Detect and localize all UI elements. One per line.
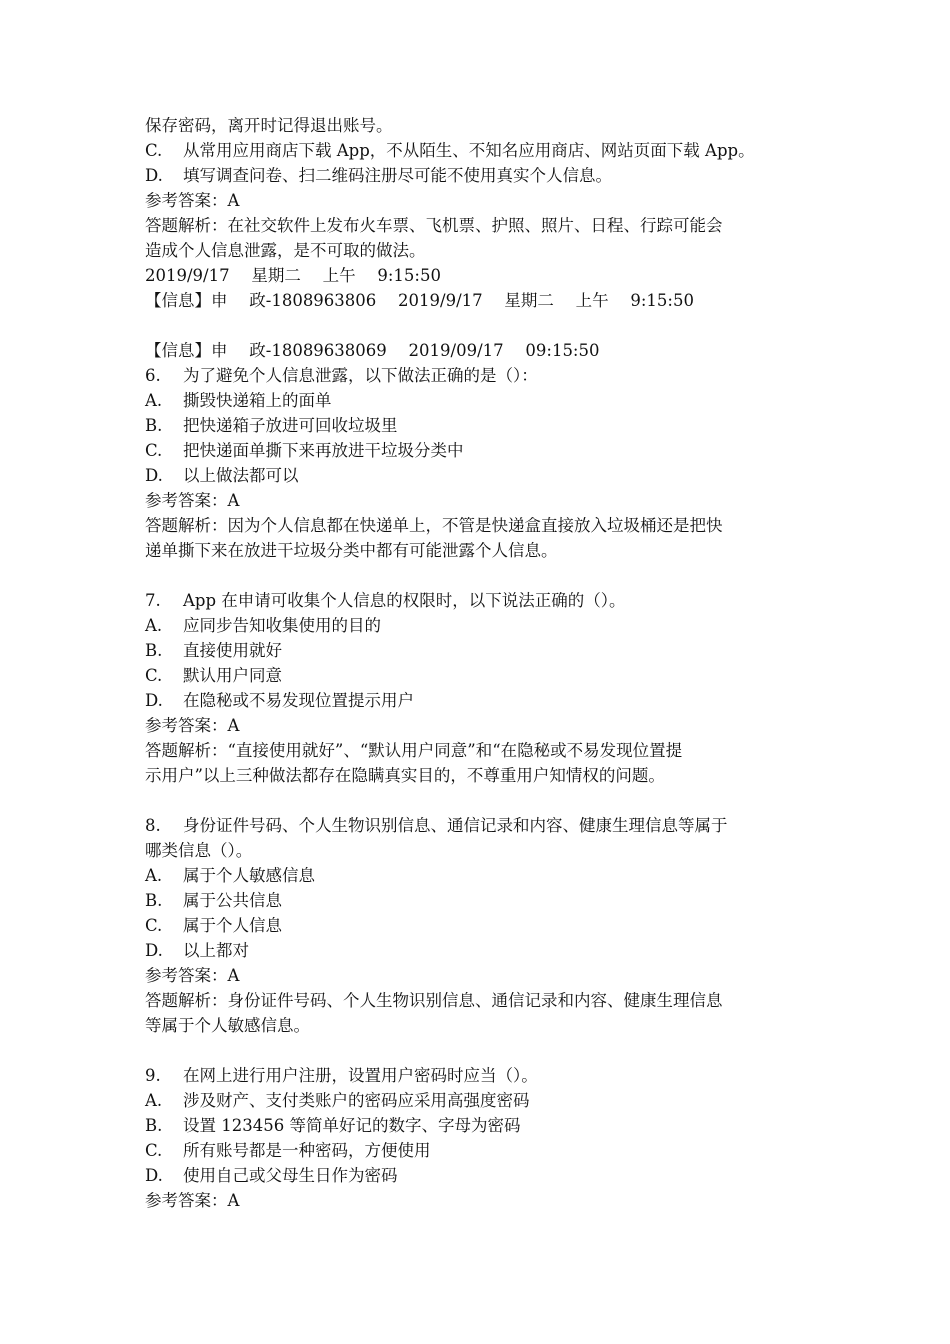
question-stem-continuation: 哪类信息（）。 — [145, 841, 253, 860]
option-text: 属于公共信息 — [183, 891, 282, 910]
question-number: 7. — [145, 591, 161, 610]
info-line: 【信息】申 政-1808963806 2019/9/17 星期二 上午 9:15:50 — [145, 291, 694, 310]
option-letter: C. — [145, 916, 163, 935]
blank-line — [145, 1038, 815, 1063]
answer-line: 参考答案：A — [145, 491, 240, 510]
option-text: 设置 123456 等简单好记的数字、字母为密码 — [183, 1116, 521, 1135]
option-letter: A. — [145, 866, 163, 885]
analysis-line: 答题解析：因为个人信息都在快递单上，不管是快递盒直接放入垃圾桶还是把快 — [145, 516, 723, 535]
option-letter: A. — [145, 1091, 163, 1110]
option-d — [145, 938, 815, 963]
option-text: 以上做法都可以 — [183, 466, 299, 485]
blank-line — [145, 563, 815, 588]
option-letter: B. — [145, 416, 163, 435]
option-c — [145, 1138, 815, 1163]
question-number: 8. — [145, 816, 161, 835]
option-text: 属于个人敏感信息 — [183, 866, 315, 885]
question-text: 身份证件号码、个人生物识别信息、通信记录和内容、健康生理信息等属于 — [183, 816, 728, 835]
option-d — [145, 688, 815, 713]
option-text: 默认用户同意 — [183, 666, 282, 685]
question-stem — [145, 363, 815, 388]
option-letter: D. — [145, 466, 163, 485]
option-text: 把快递面单撕下来再放进干垃圾分类中 — [183, 441, 464, 460]
option-letter: B. — [145, 641, 163, 660]
option-d — [145, 463, 815, 488]
option-a — [145, 613, 815, 638]
question-stem — [145, 588, 815, 613]
q5-option-d — [145, 163, 815, 188]
option-letter: B. — [145, 891, 163, 910]
blank-line — [145, 313, 815, 338]
option-text: 填写调查问卷、扫二维码注册尽可能不使用真实个人信息。 — [183, 166, 612, 185]
option-text: 以上都对 — [183, 941, 249, 960]
option-letter: D. — [145, 941, 163, 960]
q5-option-c — [145, 138, 815, 163]
option-text: 所有账号都是一种密码，方便使用 — [183, 1141, 431, 1160]
q5-continuation-line: 保存密码，离开时记得退出账号。 — [145, 116, 393, 135]
answer-line: 参考答案：A — [145, 716, 240, 735]
option-letter: D. — [145, 166, 163, 185]
question-text: App 在申请可收集个人信息的权限时，以下说法正确的（）。 — [183, 591, 626, 610]
option-a — [145, 863, 815, 888]
analysis-line: 示用户”以上三种做法都存在隐瞒真实目的，不尊重用户知情权的问题。 — [145, 766, 665, 785]
analysis-line: 等属于个人敏感信息。 — [145, 1016, 310, 1035]
option-c — [145, 663, 815, 688]
answer-line: 参考答案：A — [145, 966, 240, 985]
option-b — [145, 888, 815, 913]
option-b — [145, 638, 815, 663]
option-a — [145, 388, 815, 413]
analysis-line: 答题解析：身份证件号码、个人生物识别信息、通信记录和内容、健康生理信息 — [145, 991, 723, 1010]
timestamp-line: 2019/9/17 星期二 上午 9:15:50 — [145, 266, 441, 285]
question-number: 6. — [145, 366, 161, 385]
option-text: 直接使用就好 — [183, 641, 282, 660]
document-body — [145, 113, 815, 1213]
option-letter: C. — [145, 666, 163, 685]
option-c — [145, 438, 815, 463]
option-letter: C. — [145, 1141, 163, 1160]
question-number: 9. — [145, 1066, 161, 1085]
option-text: 使用自己或父母生日作为密码 — [183, 1166, 398, 1185]
option-a — [145, 1088, 815, 1113]
option-letter: D. — [145, 1166, 163, 1185]
blank-line — [145, 788, 815, 813]
answer-line: 参考答案：A — [145, 1191, 240, 1210]
option-text: 在隐秘或不易发现位置提示用户 — [183, 691, 414, 710]
option-text: 把快递箱子放进可回收垃圾里 — [183, 416, 398, 435]
option-text: 涉及财产、支付类账户的密码应采用高强度密码 — [183, 1091, 530, 1110]
option-text: 应同步告知收集使用的目的 — [183, 616, 381, 635]
option-letter: C. — [145, 441, 163, 460]
question-text: 在网上进行用户注册，设置用户密码时应当（）。 — [183, 1066, 538, 1085]
question-stem — [145, 1063, 815, 1088]
option-letter: C. — [145, 141, 163, 160]
option-text: 撕毁快递箱上的面单 — [183, 391, 332, 410]
q5-analysis-line: 造成个人信息泄露，是不可取的做法。 — [145, 241, 426, 260]
option-text: 从常用应用商店下载 App，不从陌生、不知名应用商店、网站页面下载 App。 — [183, 141, 755, 160]
question-text: 为了避免个人信息泄露，以下做法正确的是（）： — [183, 366, 538, 385]
option-letter: D. — [145, 691, 163, 710]
analysis-line: 递单撕下来在放进干垃圾分类中都有可能泄露个人信息。 — [145, 541, 558, 560]
option-letter: B. — [145, 1116, 163, 1135]
option-d — [145, 1163, 815, 1188]
option-b — [145, 413, 815, 438]
q5-answer: 参考答案：A — [145, 191, 240, 210]
analysis-line: 答题解析：“直接使用就好”、“默认用户同意”和“在隐秘或不易发现位置提 — [145, 741, 683, 760]
option-letter: A. — [145, 391, 163, 410]
option-b — [145, 1113, 815, 1138]
option-text: 属于个人信息 — [183, 916, 282, 935]
question-stem — [145, 813, 815, 838]
option-c — [145, 913, 815, 938]
info-line: 【信息】申 政-18089638069 2019/09/17 09:15:50 — [145, 341, 600, 360]
q5-analysis-line: 答题解析：在社交软件上发布火车票、飞机票、护照、照片、日程、行踪可能会 — [145, 216, 723, 235]
option-letter: A. — [145, 616, 163, 635]
